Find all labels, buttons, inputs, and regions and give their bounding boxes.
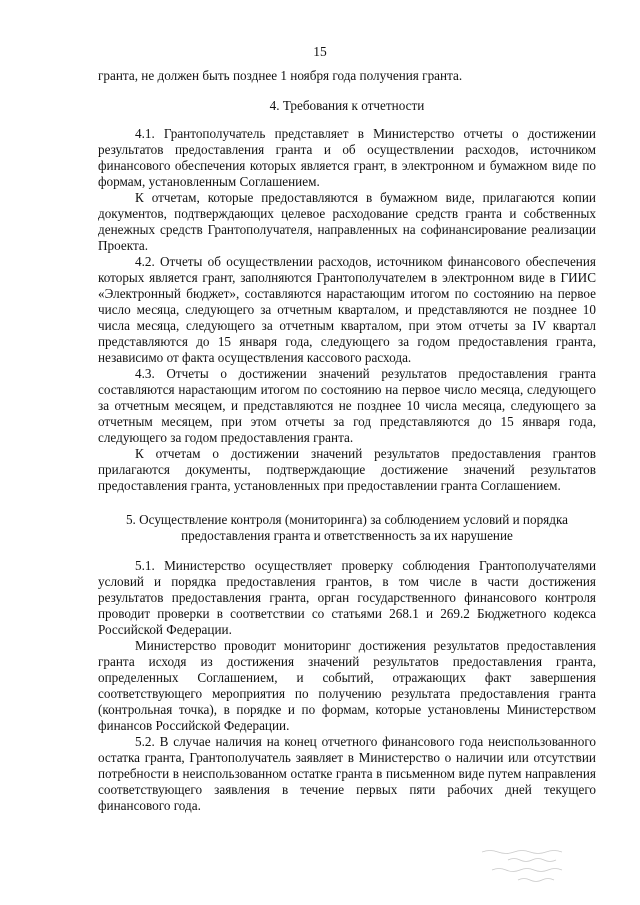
section-5-heading: [98, 512, 596, 544]
section-4-heading: 4. Требования к отчетности: [269, 98, 425, 113]
paragraph-4-1-attachments: К отчетам, которые предоставляются в бумажном виде, прилагаются копии документов, подтверждающих целевое расходование средств гранта и собственных денежных средств Грантополучателя, направленных на софинансирование реализации Проекта.: [98, 190, 596, 253]
paragraph-5-1: 5.1. Министерство осуществляет проверку соблюдения Грантополучателями условий и порядка предоставления грантов, в том числе в части достижения результатов предоставления гранта, орган государственного финансового контроля проводит проверки в соответствии со статьями 268.1 и 269.2 Бюджетного кодекса Российской Федерации.: [98, 558, 596, 637]
section-5-heading-line-1: 5. Осуществление контроля (мониторинга) за соблюдением условий и порядка: [125, 512, 569, 527]
faint-stamp-mark: [478, 842, 586, 892]
paragraph-4-1: 4.1. Грантополучатель представляет в Министерство отчеты о достижении результатов предоставления гранта и об осуществлении расходов, источником финансового обеспечения которых является грант, в электронном и бумажном виде по формам, установленным Соглашением.: [98, 126, 596, 189]
paragraph-5-1-monitoring: Министерство проводит мониторинг достижения результатов предоставления гранта исходя из достижения значений результатов предоставления гранта, определенных Соглашением, и событий, отражающих факт завершения соответствующего мероприятия по получению результата предоставления гранта (контрольная точка), в порядке и по формам, которые установлены Министерством финансов Российской Федерации.: [98, 638, 596, 733]
page-content: [98, 68, 596, 814]
continuation-text: гранта, не должен быть позднее 1 ноября года получения гранта.: [98, 68, 463, 83]
paragraph-4-2: 4.2. Отчеты об осуществлении расходов, источником финансового обеспечения которых является грант, заполняются Грантополучателем в электронном виде в ГИИС «Электронный бюджет», составляются нарастающим итогом по состоянию на первое число месяца, следующего за отчетным кварталом, и представляются не позднее 10 числа месяца, следующего за отчетным кварталом, при этом отчеты за IV квартал представляются до 15 января года, следующего за годом предоставления гранта, независимо от факта осуществления кассового расхода.: [98, 254, 596, 365]
page-number: 15: [313, 44, 327, 59]
section-5-heading-line-2: предоставления гранта и ответственность за их нарушение: [181, 528, 513, 543]
paragraph-4-3-attachments: К отчетам о достижении значений результатов предоставления грантов прилагаются документы, подтверждающие достижение значений результатов предоставления гранта, установленных при предоставлении гранта Соглашением.: [98, 446, 596, 493]
paragraph-4-3: 4.3. Отчеты о достижении значений результатов предоставления гранта составляются нарастающим итогом по состоянию на первое число месяца, следующего за отчетным месяцем, и представляются не позднее 10 числа месяца, следующего за отчетным месяцем, при этом отчеты за год представляются до 15 января года, следующего за годом предоставления гранта.: [98, 366, 596, 445]
paragraph-5-2: 5.2. В случае наличия на конец отчетного финансового года неиспользованного остатка гранта, Грантополучатель заявляет в Министерство о наличии или отсутствии потребности в неиспользованном остатке гранта в письменном виде путем направления соответствующего заявления в течение первых пяти рабочих дней текущего финансового года.: [98, 734, 596, 813]
